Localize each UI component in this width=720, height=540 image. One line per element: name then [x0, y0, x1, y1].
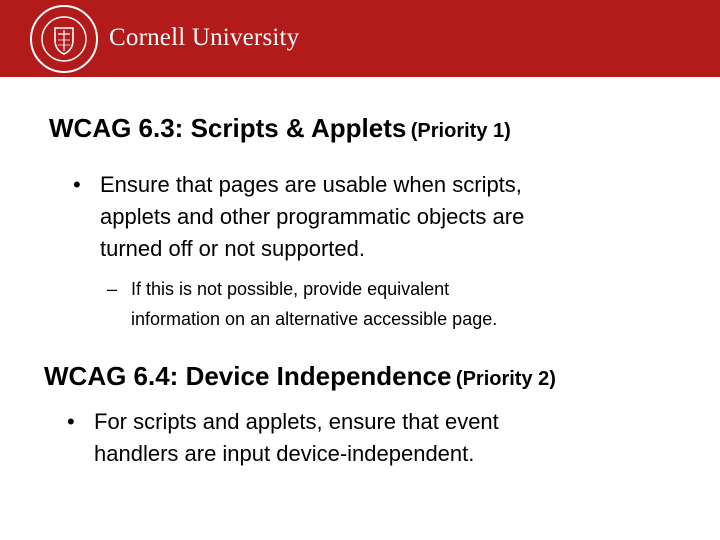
priority-label: (Priority 2): [455, 368, 556, 390]
bullet-line: For scripts and applets, ensure that event: [94, 409, 499, 434]
bullet-line: handlers are input device-independent.: [94, 441, 475, 466]
heading-title: WCAG 6.4: Device Independence: [44, 361, 452, 391]
sub-bullet-text: [131, 274, 497, 334]
sub-bullet-line: If this is not possible, provide equivalent: [131, 279, 450, 299]
section-heading: [49, 113, 511, 144]
cornell-seal-logo: [29, 4, 99, 74]
bullet-marker: •: [67, 409, 75, 434]
sub-bullet-line: information on an alternative accessible page.: [131, 309, 498, 329]
brand-name: Cornell University: [109, 24, 300, 51]
bullet-marker: •: [73, 172, 81, 197]
section-heading: [44, 361, 556, 392]
sub-bullet-item: [107, 274, 647, 334]
header-bar: [0, 0, 720, 77]
bullet-line: applets and other programmatic objects are: [100, 204, 525, 229]
bullet-item: [67, 406, 637, 476]
bullet-line: turned off or not supported.: [100, 236, 365, 261]
bullet-item: [73, 169, 653, 269]
priority-label: (Priority 1): [410, 120, 511, 142]
bullet-text: [94, 406, 499, 470]
bullet-line: Ensure that pages are usable when scripts,: [100, 172, 522, 197]
sub-bullet-marker: –: [107, 279, 118, 299]
heading-title: WCAG 6.3: Scripts & Applets: [49, 113, 407, 143]
bullet-text: [100, 169, 524, 265]
